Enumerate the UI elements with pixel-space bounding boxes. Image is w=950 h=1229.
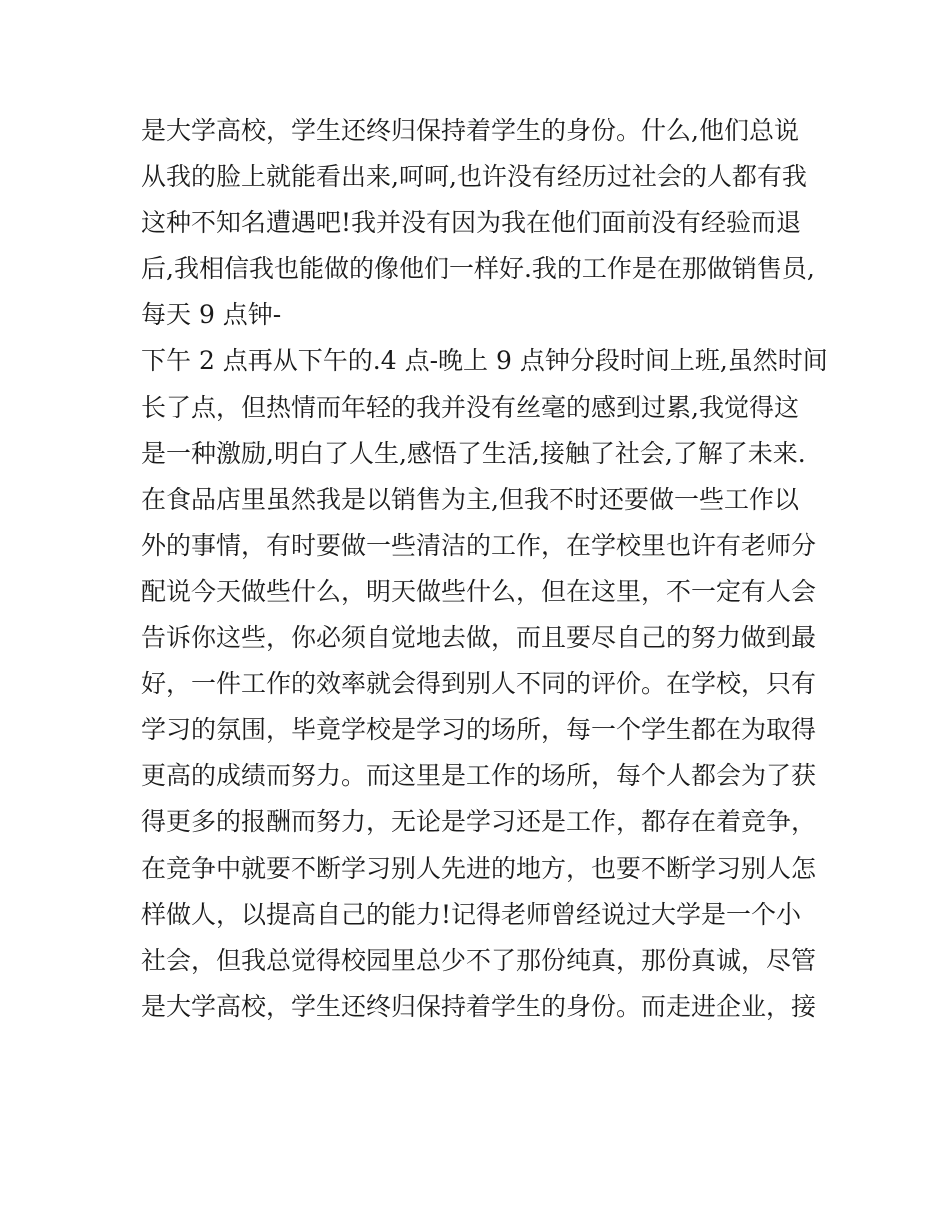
text-line: 后,我相信我也能做的像他们一样好.我的工作是在那做销售员, bbox=[141, 254, 815, 284]
text-line: 得更多的报酬而努力，无论是学习还是工作，都存在着竞争， bbox=[141, 807, 817, 837]
text-line: 外的事情，有时要做一些清洁的工作，在学校里也许有老师分 bbox=[141, 530, 817, 560]
text-line: 配说今天做些什么，明天做些什么，但在这里，不一定有人会 bbox=[141, 576, 817, 606]
text-line: 从我的脸上就能看出来,呵呵,也许没有经历过社会的人都有我 bbox=[141, 162, 807, 192]
body-text bbox=[141, 108, 828, 1030]
text-line: 是大学高校，学生还终归保持着学生的身份。而走进企业，接 bbox=[141, 991, 817, 1021]
text-line: 学习的氛围，毕竟学校是学习的场所，每一个学生都在为取得 bbox=[141, 715, 817, 745]
text-line: 在食品店里虽然我是以销售为主,但我不时还要做一些工作以 bbox=[141, 484, 799, 514]
text-line: 这种不知名遭遇吧!我并没有因为我在他们面前没有经验而退 bbox=[141, 208, 802, 238]
text-line: 更高的成绩而努力。而这里是工作的场所，每个人都会为了获 bbox=[141, 761, 817, 791]
text-line: 社会，但我总觉得校园里总少不了那份纯真，那份真诚，尽管 bbox=[141, 945, 817, 975]
text-line: 在竞争中就要不断学习别人先进的地方，也要不断学习别人怎 bbox=[141, 853, 817, 883]
text-line: 长了点，但热情而年轻的我并没有丝毫的感到过累,我觉得这 bbox=[141, 392, 799, 422]
text-line: 是大学高校，学生还终归保持着学生的身份。什么,他们总说 bbox=[141, 116, 799, 145]
text-line: 样做人，以提高自己的能力!记得老师曾经说过大学是一个小 bbox=[141, 899, 802, 929]
text-line: 告诉你这些，你必须自觉地去做，而且要尽自己的努力做到最 bbox=[141, 623, 817, 653]
text-line: 是一种激励,明白了人生,感悟了生活,接触了社会,了解了未来. bbox=[141, 438, 806, 468]
text-line: 好，一件工作的效率就会得到别人不同的评价。在学校，只有 bbox=[141, 669, 817, 699]
text-line: 下午 2 点再从下午的.4 点-晚上 9 点钟分段时间上班,虽然时间 bbox=[141, 346, 828, 376]
text-line: 每天 9 点钟- bbox=[141, 300, 282, 330]
